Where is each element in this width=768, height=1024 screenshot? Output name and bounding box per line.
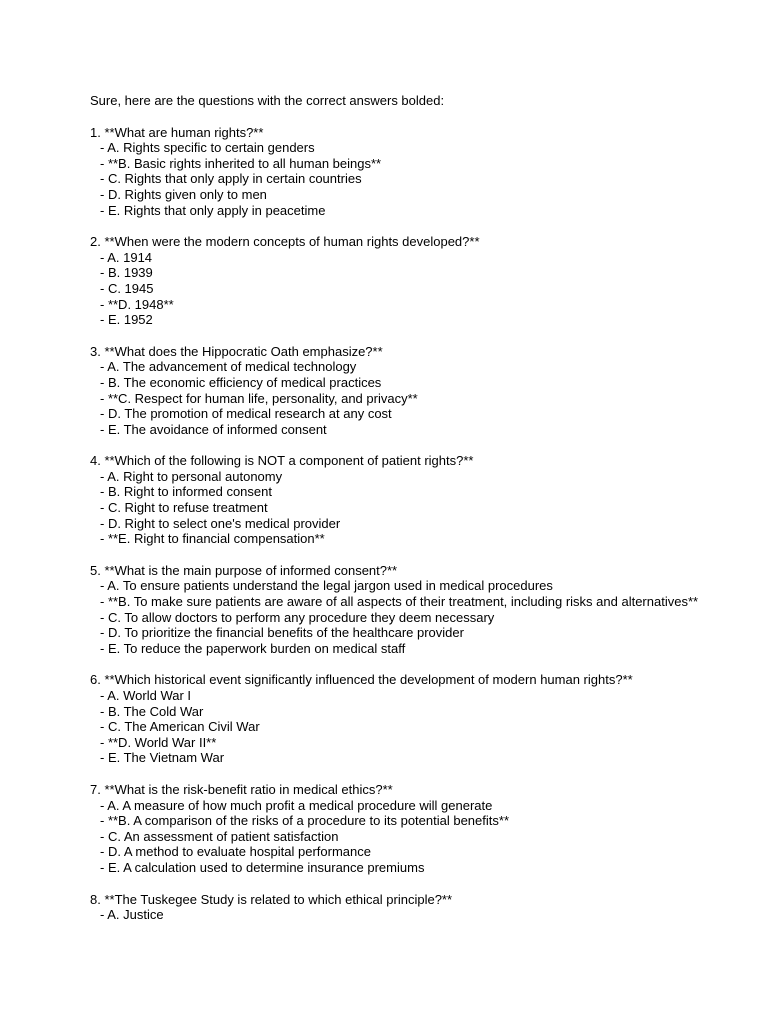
answer-option: - C. 1945 [100, 280, 154, 296]
intro-text: Sure, here are the questions with the correct answers bolded: [90, 93, 445, 108]
answer-option: - D. To prioritize the financial benefits of the healthcare provider [100, 625, 464, 641]
answer-option: - C. Right to refuse treatment [100, 500, 268, 516]
question-text: 2. **When were the modern concepts of human rights developed?** [90, 234, 480, 250]
question-text: 3. **What does the Hippocratic Oath emphasize?** [90, 343, 383, 359]
answer-option: - A. Rights specific to certain genders [100, 140, 315, 156]
answer-option: - E. To reduce the paperwork burden on medical staff [100, 640, 406, 656]
answer-option: - **B. A comparison of the risks of a procedure to its potential benefits** [100, 813, 509, 829]
question-4 [90, 453, 760, 547]
answer-option: - D. A method to evaluate hospital performance [100, 844, 371, 860]
question-text: 7. **What is the risk-benefit ratio in medical ethics?** [90, 781, 393, 797]
answer-option: - C. An assessment of patient satisfaction [100, 828, 339, 844]
answer-option: - B. 1939 [100, 265, 153, 281]
question-text: 4. **Which of the following is NOT a component of patient rights?** [90, 453, 474, 469]
question-7 [90, 782, 760, 876]
answer-option: - E. The avoidance of informed consent [100, 421, 327, 437]
question-5 [90, 563, 760, 657]
answer-option: - E. Rights that only apply in peacetime [100, 202, 326, 218]
question-text: 1. **What are human rights?** [90, 124, 264, 140]
answer-option: - E. 1952 [100, 312, 153, 328]
question-text: 6. **Which historical event significantly influenced the development of modern human rights?** [90, 672, 633, 688]
answer-option: - **E. Right to financial compensation** [100, 531, 325, 547]
answer-option: - A. To ensure patients understand the legal jargon used in medical procedures [100, 578, 553, 594]
answer-option: - **C. Respect for human life, personality, and privacy** [100, 390, 418, 406]
question-text: 8. **The Tuskegee Study is related to which ethical principle?** [90, 891, 453, 907]
answer-option: - D. The promotion of medical research at any cost [100, 406, 392, 422]
question-2 [90, 234, 760, 328]
answer-option: - E. A calculation used to determine insurance premiums [100, 859, 425, 875]
answer-option: - A. 1914 [100, 249, 153, 265]
answer-option: - E. The Vietnam War [100, 750, 225, 766]
answer-option: - **D. World War II** [100, 734, 217, 750]
question-6 [90, 672, 760, 766]
answer-option: - D. Right to select one's medical provider [100, 515, 341, 531]
answer-option: - C. The American Civil War [100, 719, 260, 735]
answer-option: - **D. 1948** [100, 296, 174, 312]
question-3 [90, 344, 760, 438]
answer-option: - A. Right to personal autonomy [100, 468, 283, 484]
answer-option: - C. Rights that only apply in certain countries [100, 171, 362, 187]
answer-option: - B. Right to informed consent [100, 484, 272, 500]
answer-option: - A. The advancement of medical technology [100, 359, 357, 375]
document-body [90, 93, 760, 939]
question-text: 5. **What is the main purpose of informed consent?** [90, 562, 398, 578]
question-8 [90, 892, 760, 923]
answer-option: - A. Justice [100, 907, 164, 923]
answer-option: - A. World War I [100, 688, 192, 703]
answer-option: - **B. Basic rights inherited to all human beings** [100, 155, 382, 171]
answer-option: - D. Rights given only to men [100, 186, 267, 202]
answer-option: - C. To allow doctors to perform any procedure they deem necessary [100, 609, 495, 625]
answer-option: - A. A measure of how much profit a medical procedure will generate [100, 797, 493, 813]
answer-option: - **B. To make sure patients are aware of all aspects of their treatment, including risks and alternatives** [100, 594, 699, 610]
answer-option: - B. The Cold War [100, 703, 204, 719]
question-1 [90, 125, 760, 219]
answer-option: - B. The economic efficiency of medical practices [100, 374, 382, 390]
